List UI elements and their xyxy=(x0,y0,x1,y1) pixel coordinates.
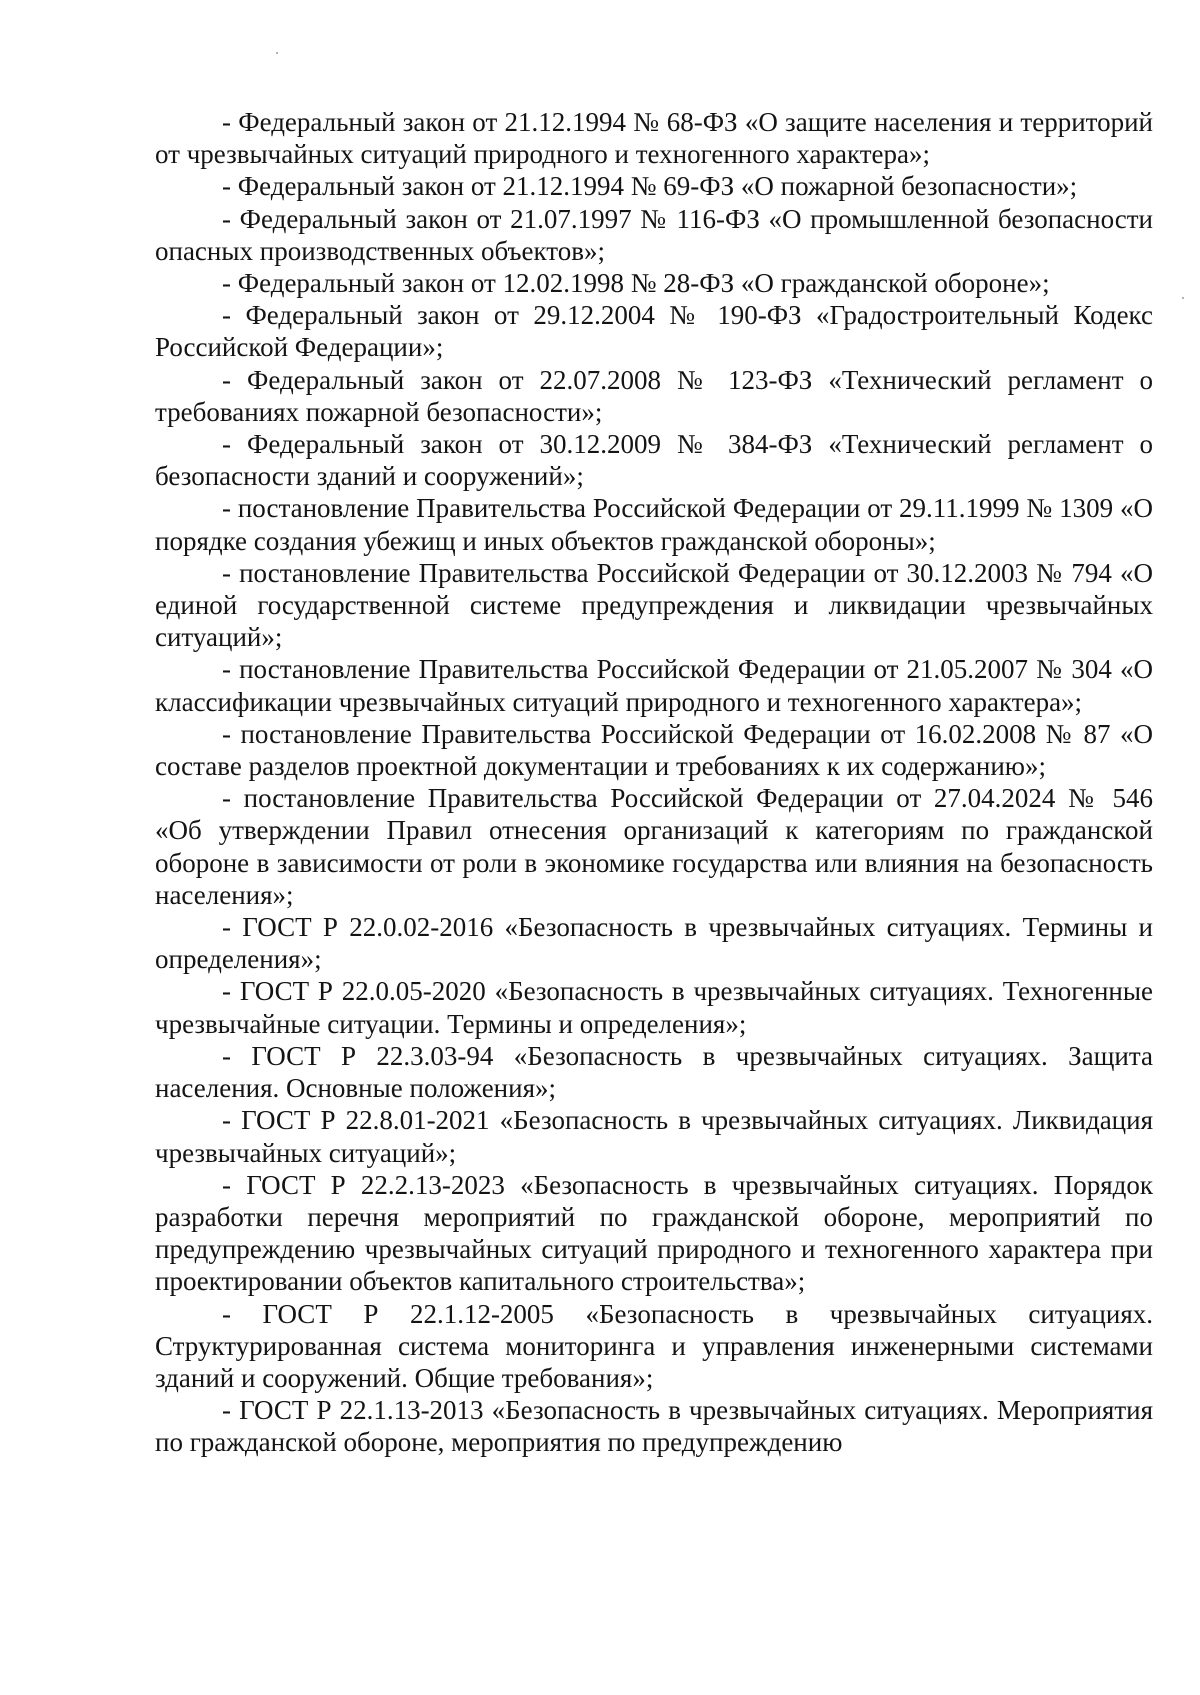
list-item: - ГОСТ Р 22.1.12-2005 «Безопасность в чрезвычайных ситуациях. Структурированная система мониторинга и управления инженерными системами зданий и сооружений. Общие требования»; xyxy=(155,1298,1153,1393)
list-item: - постановление Правительства Российской Федерации от 29.11.1999 № 1309 «О порядке создания убежищ и иных объектов гражданской обороны»; xyxy=(155,493,1153,556)
list-item: - ГОСТ Р 22.8.01-2021 «Безопасность в чрезвычайных ситуациях. Ликвидация чрезвычайных ситуаций»; xyxy=(155,1105,1153,1168)
list-item: - ГОСТ Р 22.2.13-2023 «Безопасность в чрезвычайных ситуациях. Порядок разработки перечня мероприятий по гражданской обороне, мероприятий по предупреждению чрезвычайных ситуаций природного и техногенного характера при проектировании объектов капитального строительства»; xyxy=(155,1169,1153,1297)
list-item: - ГОСТ Р 22.3.03-94 «Безопасность в чрезвычайных ситуациях. Защита населения. Основные положения»; xyxy=(155,1040,1153,1104)
document-page xyxy=(155,106,1153,1459)
list-item: - постановление Правительства Российской Федерации от 27.04.2024 № 546 «Об утверждении Правил отнесения организаций к категориям по гражданской обороне в зависимости от роли в экономике государства или влияния на безопасность населения»; xyxy=(155,783,1153,910)
list-item: - постановление Правительства Российской Федерации от 30.12.2003 № 794 «О единой государственной системе предупреждения и ликвидации чрезвычайных ситуаций»; xyxy=(155,557,1153,653)
list-item: - ГОСТ Р 22.0.05-2020 «Безопасность в чрезвычайных ситуациях. Техногенные чрезвычайные ситуации. Термины и определения»; xyxy=(155,976,1153,1039)
list-item: - постановление Правительства Российской Федерации от 21.05.2007 № 304 «О классификации чрезвычайных ситуаций природного и техногенного характера»; xyxy=(155,654,1153,717)
list-item: - Федеральный закон от 30.12.2009 № 384-ФЗ «Технический регламент о безопасности зданий и сооружений»; xyxy=(155,429,1153,492)
list-item: - ГОСТ Р 22.1.13-2013 «Безопасность в чрезвычайных ситуациях. Мероприятия по гражданской обороне, мероприятия по предупреждению xyxy=(155,1395,1153,1458)
scan-speck xyxy=(276,52,278,54)
list-item: - Федеральный закон от 29.12.2004 № 190-ФЗ «Градостроительный Кодекс Российской Федерации»; xyxy=(155,300,1153,363)
list-item: - Федеральный закон от 21.12.1994 № 68-ФЗ «О защите населения и территорий от чрезвычайных ситуаций природного и техногенного характера»; xyxy=(155,107,1153,170)
list-item: - ГОСТ Р 22.0.02-2016 «Безопасность в чрезвычайных ситуациях. Термины и определения»; xyxy=(155,912,1153,975)
scan-speck xyxy=(1182,297,1184,299)
list-item: - постановление Правительства Российской Федерации от 16.02.2008 № 87 «О составе разделов проектной документации и требованиях к их содержанию»; xyxy=(155,718,1153,782)
list-item: - Федеральный закон от 21.12.1994 № 69-ФЗ «О пожарной безопасности»; xyxy=(222,171,1078,202)
list-item: - Федеральный закон от 21.07.1997 № 116-ФЗ «О промышленной безопасности опасных производственных объектов»; xyxy=(155,203,1153,266)
list-item: - Федеральный закон от 12.02.1998 № 28-ФЗ «О гражданской обороне»; xyxy=(222,268,1050,299)
list-item: - Федеральный закон от 22.07.2008 № 123-ФЗ «Технический регламент о требованиях пожарной безопасности»; xyxy=(155,364,1153,427)
